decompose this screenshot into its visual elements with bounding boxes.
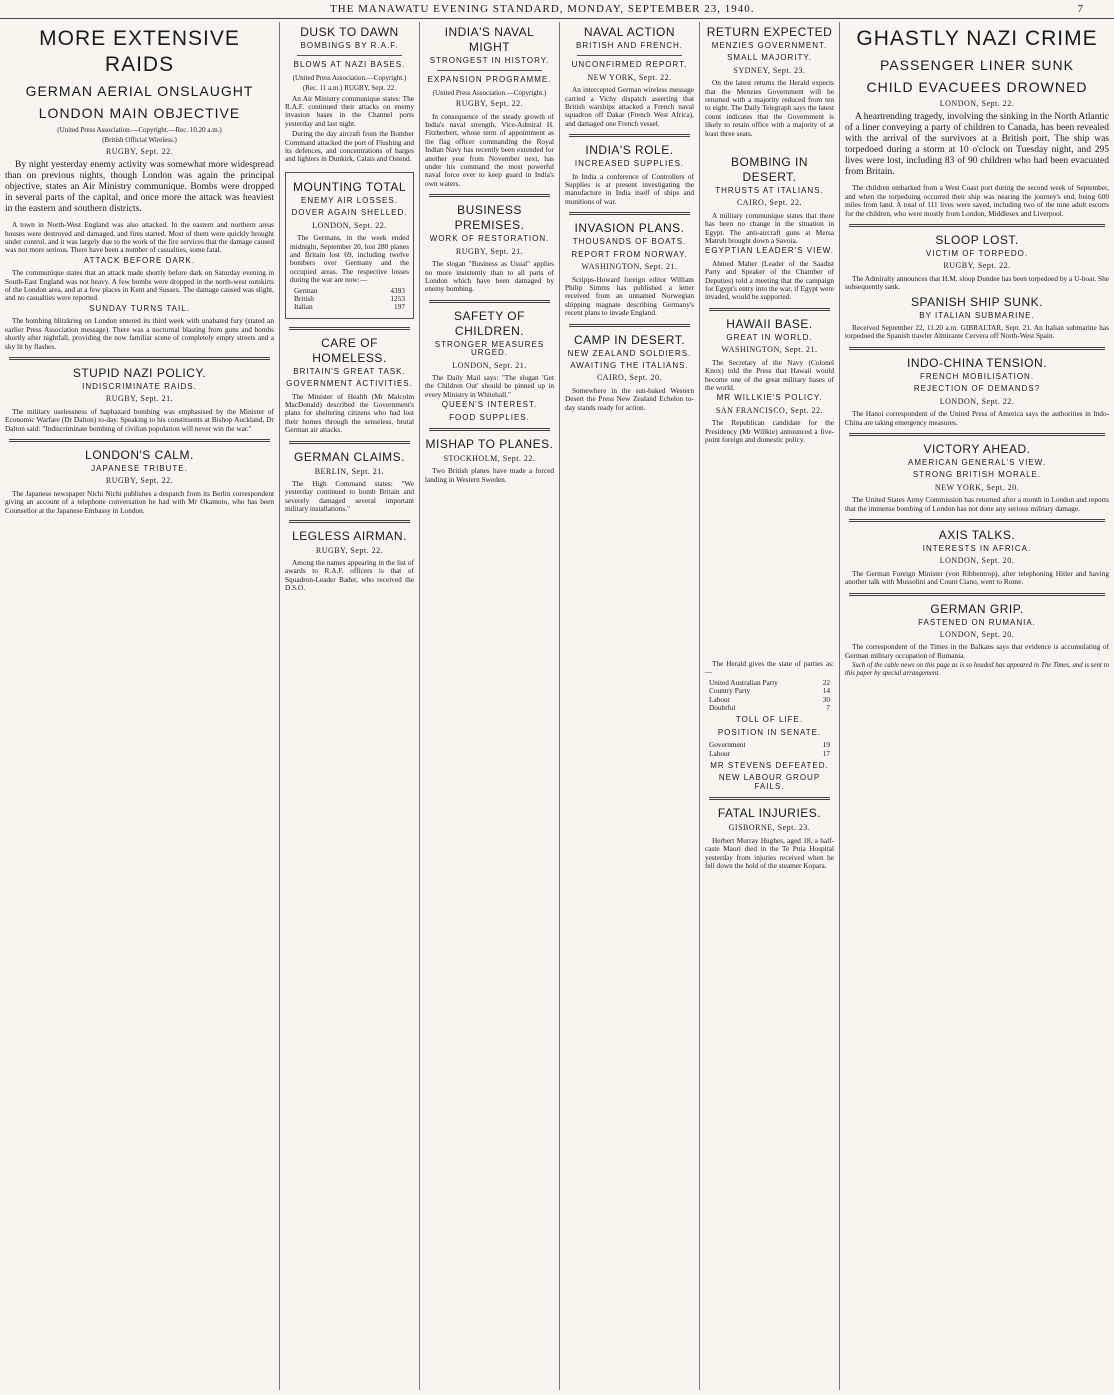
- dateline: NEW YORK, Sept. 20.: [934, 482, 1020, 492]
- cell-label: Labour: [709, 748, 731, 758]
- article-paragraph: The Japanese newspaper Nichi Nichi publishes a despatch from its Berlin correspondent giving an account of a telephone conversation he had with Mr Okamoto, who has been Counsellor at the Japanese Embassy in London.: [5, 488, 274, 515]
- headline-bombing-desert: BOMBING IN DESERT.: [730, 155, 808, 184]
- divider: [289, 327, 410, 330]
- subhead: REJECTION OF DEMANDS?: [913, 384, 1041, 394]
- dateline: BERLIN, Sept. 21.: [314, 466, 385, 476]
- column-6-continued: [700, 660, 840, 1380]
- subhead: BRITAIN'S GREAT TASK.: [293, 366, 406, 376]
- headline-mishap-to-planes: MISHAP TO PLANES.: [425, 436, 554, 451]
- dateline: RUGBY, Sept. 22.: [455, 99, 524, 109]
- cell-value: 7: [826, 703, 830, 713]
- article-paragraph: The bombing blitzkrieg on London entered its third week with unabated fury (stated an earlier Press Association message). There was a nocturnal blasting from guns and bombs shortly after nightfall, providing the now familiar scene of completely empty streets and a sky lit by flashes.: [5, 316, 274, 351]
- divider: [9, 439, 270, 442]
- subhead: STRONG BRITISH MORALE.: [912, 470, 1042, 480]
- crosshead: ATTACK BEFORE DARK.: [83, 255, 196, 265]
- cell-value: 17: [822, 748, 830, 758]
- cell-value: 19: [822, 740, 830, 750]
- headline-raids: MORE EXTENSIVE RAIDS: [39, 27, 240, 76]
- subhead: THRUSTS AT ITALIANS.: [715, 186, 824, 195]
- divider: [849, 593, 1105, 596]
- dateline: LONDON, Sept. 21.: [452, 360, 527, 370]
- cell-label: Doubtful: [709, 703, 736, 713]
- subhead: INCREASED SUPPLIES.: [574, 159, 685, 169]
- crosshead: MR STEVENS DEFEATED.: [710, 761, 829, 771]
- headline-safety-of-children: SAFETY OF CHILDREN.: [454, 308, 525, 338]
- divider: [569, 212, 690, 215]
- source-line-2: (British Official Wireless.): [102, 136, 177, 145]
- table-row: [705, 704, 834, 712]
- source-line: (United Press Association.—Copyright.): [292, 73, 407, 82]
- article-paragraph: During the day aircraft from the Bomber Command attacked the port of Flushing and its defences, and concentrations of barges and lighters in Dunkirk, Calais and Ostend.: [285, 129, 414, 164]
- headline-business-premises: BUSINESS PREMISES.: [454, 203, 525, 233]
- subhead: DOVER AGAIN SHELLED.: [291, 208, 408, 218]
- headline-german-claims: GERMAN CLAIMS.: [293, 449, 405, 464]
- subhead: MENZIES GOVERNMENT.: [711, 41, 828, 50]
- headline-camp-in-desert: CAMP IN DESERT.: [573, 332, 686, 347]
- dateline: RUGBY, Sept. 22.: [315, 545, 384, 555]
- headline-legless-airman: LEGLESS AIRMAN.: [292, 528, 407, 543]
- lead-paragraph: A heartrending tragedy, involving the sinking in the North Atlantic of a liner conveying a party of children to Canada, has been revealed with the arrival of the survivors at a British port. The ship was torpedoed during a storm at 10 o'clock on Tuesday night, and 295 lives were lost, including 83 of 90 children who had been evacuated from Britain.: [845, 112, 1109, 178]
- column-3: [420, 22, 560, 1390]
- column-6: [700, 22, 840, 147]
- headline-hawaii-base: HAWAII BASE.: [726, 316, 813, 331]
- dateline: NEW YORK, Sept. 22.: [587, 72, 672, 82]
- article-paragraph: The High Command states: "We yesterday continued to bomb Britain and severely damaged several important military installations.": [285, 479, 414, 514]
- divider: [429, 194, 550, 197]
- dateline: LONDON, Sept. 20.: [939, 556, 1015, 566]
- cell-value: 4393: [390, 285, 405, 295]
- headline-london-calm: LONDON'S CALM.: [85, 447, 194, 462]
- divider: [709, 308, 830, 311]
- subhead-evacuees-drowned: CHILD EVACUEES DROWNED: [866, 79, 1088, 95]
- subhead: GREAT IN WORLD.: [726, 332, 813, 342]
- divider: [289, 520, 410, 523]
- divider: [289, 441, 410, 444]
- subhead: SMALL MAJORITY.: [727, 53, 812, 63]
- dateline: LONDON, Sept. 22.: [312, 220, 387, 230]
- dateline: CAIRO, Sept. 22.: [736, 198, 803, 208]
- article-paragraph: The Secretary of the Navy (Colonel Knox) told the Press that Hawaii would become one of the great military bases of the world.: [705, 357, 834, 392]
- article-paragraph: The Hanoi correspondent of the United Press of America says the authorities in Indo-China are taking emergency measures.: [845, 409, 1109, 427]
- article-paragraph: In consequence of the steady growth of India's naval strength, Vice-Admiral H. Fitzherbert, whose term of appointment as the flag officer commanding the Royal Indian Navy has recently been extended for another year from November next, has under his command the most powerful naval force ever to keep guard in India's own waters.: [425, 111, 554, 188]
- cell-value: 30: [822, 694, 830, 704]
- headline-spanish-ship: SPANISH SHIP SUNK.: [911, 294, 1043, 309]
- parties-table: [705, 679, 834, 713]
- subhead: BOMBINGS BY R.A.F.: [300, 41, 399, 50]
- dateline: GISBORNE, Sept. 23.: [728, 823, 811, 833]
- cell-value: 1253: [390, 293, 405, 303]
- subhead: STRONGEST IN HISTORY.: [429, 56, 550, 65]
- cell-label: Government: [709, 740, 746, 750]
- article-paragraph: The Daily Mail says: "The slogan 'Get the Children Out' should be pinned up in every Ministry in Whitehall.": [425, 372, 554, 399]
- subhead: AWAITING THE ITALIANS.: [570, 360, 689, 370]
- article-paragraph: In India a conference of Controllers of Supplies is at present investigating the manufacture in India itself of ships and munitions of war.: [565, 171, 694, 206]
- headline-india-naval: INDIA'S NAVAL MIGHT: [444, 25, 535, 54]
- article-paragraph: Somewhere in the sun-baked Western Desert the Press New Zealand Echelon to-day stands ready for action.: [565, 385, 694, 412]
- subhead-liner-sunk: PASSENGER LINER SUNK: [879, 57, 1074, 73]
- article-paragraph: The Herald gives the state of parties as:—: [705, 660, 834, 677]
- divider: [9, 357, 270, 360]
- dateline: RUGBY, Sept. 22.: [105, 476, 174, 486]
- subhead: FRENCH MOBILISATION.: [919, 371, 1035, 381]
- article-paragraph: A town in North-West England was also attacked. In the eastern and northern areas houses were destroyed and damaged, and fires started. Most of them were quickly brought under control, and it was largely due to the work of the fire services that the damage caused was not more serious. There have been a number of casualties, some fatal.: [5, 220, 274, 255]
- article-paragraph: Two British planes have made a forced landing in Western Sweden.: [425, 466, 554, 484]
- column-7: [840, 22, 1114, 1390]
- subhead: REPORT FROM NORWAY.: [571, 249, 688, 259]
- article-paragraph: The Minister of Health (Mr Malcolm MacDonald) described the Government's plans for sheltering citizens who had lost their homes through the senseless, brutal German air attacks.: [285, 391, 414, 435]
- cell-label: German: [294, 285, 318, 295]
- divider: [849, 433, 1105, 436]
- headline-india-role: INDIA'S ROLE.: [585, 143, 674, 158]
- dateline: WASHINGTON, Sept. 21.: [581, 262, 678, 272]
- divider: [569, 134, 690, 137]
- source-line: (Rec. 11 a.m.) RUGBY, Sept. 22.: [302, 84, 397, 93]
- crosshead: QUEEN'S INTEREST.: [441, 400, 538, 410]
- dateline: RUGBY, Sept. 22.: [105, 146, 174, 156]
- table-row: [290, 303, 409, 311]
- crosshead: TOLL OF LIFE.: [735, 715, 804, 725]
- column-4: [560, 22, 700, 1390]
- subhead: BRITISH AND FRENCH.: [575, 41, 683, 50]
- column-1: [0, 22, 280, 1390]
- article-paragraph: Scripps-Howard foreign editor William Philip Simms has published a letter received from an unnamed Norwegian shipping magnate describing Germany's recent plans to invade England.: [565, 274, 694, 318]
- divider: [849, 224, 1105, 227]
- article-paragraph: Among the names appearing in the list of awards to R.A.F. officers is that of Squadron-Leader Bader, who received the D.S.O.: [285, 558, 414, 593]
- crosshead: SUNDAY TURNS TAIL.: [89, 303, 190, 313]
- headline-german-grip: GERMAN GRIP.: [930, 601, 1024, 616]
- cell-value: 197: [394, 302, 405, 312]
- rule: [297, 55, 402, 56]
- cell-value: 14: [822, 686, 830, 696]
- article-paragraph: The United States Army Commission has returned after a month in London and reports that the immense bombing of London has not done any serious military damage.: [845, 495, 1109, 513]
- article-paragraph: A military communique states that there has been no change in the situation in Egypt. The anti-aircraft guns at Mersa Matruh brought down a Savoia.: [705, 210, 834, 246]
- subhead: ENEMY AIR LOSSES.: [301, 195, 398, 205]
- subhead: GOVERNMENT ACTIVITIES.: [286, 379, 413, 389]
- table-row: [705, 750, 834, 758]
- article-paragraph: An intercepted German wireless message carried a Vichy dispatch asserting that British warships attacked a French naval squadron off Dakar (French West Africa), and damaged one French vessel.: [565, 85, 694, 128]
- divider: [849, 519, 1105, 522]
- rule: [577, 55, 682, 56]
- source-line: (United Press Association.—Copyright.—Rec. 10.20 a.m.): [57, 126, 222, 134]
- headline-naval-action: NAVAL ACTION: [583, 25, 676, 39]
- subhead: BLOWS AT NAZI BASES.: [293, 60, 406, 70]
- headline-stupid-policy: STUPID NAZI POLICY.: [72, 365, 207, 380]
- article-paragraph: The military uselessness of haphazard bombing was emphasised by the Minister of Economic Warfare (Dr Dalton) to-day. Speaking to his constituents at Bishop Auckland, Dr Dalton said: "Indiscriminate bombing of civilian population will never win the war.": [5, 406, 274, 433]
- dateline: STOCKHOLM, Sept. 22.: [443, 453, 536, 463]
- divider: [569, 324, 690, 327]
- headline-indo-china: INDO-CHINA TENSION.: [907, 355, 1047, 370]
- dateline: SYDNEY, Sept. 23.: [733, 65, 806, 75]
- subhead: INTERESTS IN AFRICA.: [922, 543, 1032, 553]
- headline-sloop-lost: SLOOP LOST.: [935, 233, 1019, 248]
- headline-nazi-crime: GHASTLY NAZI CRIME: [856, 27, 1098, 50]
- subhead-london: LONDON MAIN OBJECTIVE: [38, 105, 241, 121]
- cell-label: Labour: [709, 694, 731, 704]
- article-paragraph: The Republican candidate for the Presidency (Mr Willkie) announced a five-point foreign and domestic policy.: [705, 418, 834, 444]
- article-paragraph: An Air Ministry communique states: The R.A.F. continued their attacks on enemy invasion bases in the Channel ports yesterday and last night.: [285, 93, 414, 128]
- losses-table: [290, 287, 409, 312]
- headline-care-of-homeless: CARE OF HOMELESS.: [312, 335, 387, 365]
- headline-victory-ahead: VICTORY AHEAD.: [923, 441, 1031, 456]
- headline-return-expected: RETURN EXPECTED: [706, 25, 833, 39]
- subhead: THOUSANDS OF BOATS.: [572, 237, 687, 247]
- page-number: 7: [1077, 3, 1084, 15]
- headline-axis-talks: AXIS TALKS.: [938, 527, 1016, 542]
- article-paragraph: The correspondent of the Times in the Balkans says that evidence is accumulating of German military occupation of Rumania.: [845, 642, 1109, 660]
- dateline: CAIRO, Sept. 20.: [596, 373, 663, 383]
- crosshead: MR WILLKIE'S POLICY.: [716, 393, 823, 403]
- dateline: WASHINGTON, Sept. 21.: [721, 345, 818, 355]
- divider: [429, 428, 550, 431]
- headline-mounting-total: MOUNTING TOTAL: [292, 179, 406, 194]
- subhead: VICTIM OF TORPEDO.: [925, 249, 1029, 259]
- dateline: LONDON, Sept. 22.: [939, 99, 1015, 108]
- dateline: LONDON, Sept. 22.: [939, 396, 1015, 406]
- cell-label: Italian: [294, 302, 313, 312]
- source-line: (United Press Association.—Copyright.): [432, 88, 547, 97]
- column-2: [280, 22, 420, 1390]
- dateline: RUGBY, Sept. 22.: [943, 261, 1011, 271]
- article-paragraph: The German Foreign Minister (von Ribbentrop), after telephoning Hitler and having another talk with Mussolini and Count Ciano, went to Rome.: [845, 568, 1109, 587]
- crosshead: POSITION IN SENATE.: [717, 727, 822, 737]
- cell-label: Country Party: [709, 686, 751, 696]
- headline-invasion-plans: INVASION PLANS.: [574, 221, 685, 236]
- subhead: WORK OF RESTORATION.: [429, 234, 550, 244]
- divider: [709, 797, 830, 800]
- dateline: RUGBY, Sept. 21.: [455, 246, 524, 256]
- rule: [437, 70, 542, 71]
- cell-value: 22: [822, 677, 830, 687]
- subhead: NEW ZEALAND SOLDIERS.: [567, 348, 692, 358]
- article-paragraph: Received September 22, 11.20 a.m. GIBRALTAR, Sept. 21. An Italian submarine has torpedoed the Spanish trawler Almirante Cervera off North-West Spain.: [845, 323, 1109, 341]
- subhead: FASTENED ON RUMANIA.: [918, 617, 1036, 627]
- crosshead: NEW LABOUR GROUP FAILS.: [718, 773, 821, 791]
- divider: [429, 300, 550, 303]
- masthead: [0, 0, 1114, 19]
- article-paragraph: Ahmed Maher (Leader of the Saadist Party and Speaker of the Chamber of Deputies) told a meeting that the campaign for Egypt's entry into the war, if Egypt were invaded, would be supported.: [705, 258, 834, 302]
- cell-label: United Australian Party: [709, 677, 778, 687]
- headline-dusk-to-dawn: DUSK TO DAWN: [300, 25, 399, 39]
- subhead: STRONGER MEASURES URGED.: [434, 339, 545, 358]
- subhead: EXPANSION PROGRAMME.: [427, 75, 552, 85]
- mounting-total-box: [285, 172, 414, 319]
- subhead-onslaught: GERMAN AERIAL ONSLAUGHT: [25, 83, 254, 99]
- subhead: UNCONFIRMED REPORT.: [571, 60, 688, 70]
- divider: [849, 347, 1105, 350]
- senate-table: [705, 741, 834, 758]
- subhead: AMERICAN GENERAL'S VIEW.: [908, 457, 1046, 467]
- article-paragraph: On the latest returns the Herald expects that the Menzies Government will be returned with a majority reduced from ten to eight. The Daily Telegraph says the latest count indicates that the Government is likely to retain office with a majority of at least three seats.: [705, 78, 834, 138]
- subhead: BY ITALIAN SUBMARINE.: [919, 310, 1035, 320]
- dateline: RUGBY, Sept. 21.: [105, 394, 174, 404]
- article-paragraph: The children embarked from a West Coast port during the second week of September, and when the torpedoing occurred their ship was nearing the journey's end, being 600 miles from land. A total of 111 lives were saved, including two of the nine adult escorts for the children, who were mostly from London, Middlesex and Liverpool.: [845, 183, 1109, 218]
- dateline: SAN FRANCISCO, Sept. 22.: [715, 405, 824, 415]
- syndication-note: Such of the cable news on this page as is so headed has appeared in The Times, and is sent to this paper by special arrangement.: [845, 662, 1109, 677]
- crosshead: EGYPTIAN LEADER'S VIEW.: [705, 246, 834, 256]
- subhead: INDISCRIMINATE RAIDS.: [82, 381, 197, 391]
- article-paragraph: The Germans, in the week ended midnight, September 20, lost 280 planes and Britain lost 69, including twelve bombers over Germany and the occupied areas. The respective losses during the war are now:—: [290, 233, 409, 285]
- subhead: JAPANESE TRIBUTE.: [91, 463, 188, 473]
- article-paragraph: The slogan "Business as Usual" applies no more insistently than to all parts of London which have been damaged by enemy bombing.: [425, 259, 554, 294]
- article-paragraph: The communique states that an attack made shortly before dark on Saturday evening in South-East England was not heavy. A few bombs were dropped in the north-west outskirts of the London area, and at a few places in Kent and Sussex. The damage caused was slight, and no casualties were reported.: [5, 268, 274, 303]
- cell-label: British: [294, 293, 314, 303]
- dateline: LONDON, Sept. 20.: [939, 629, 1015, 639]
- masthead-title: THE MANAWATU EVENING STANDARD, MONDAY, SEPTEMBER 23, 1940.: [330, 3, 755, 15]
- lead-paragraph: By night yesterday enemy activity was somewhat more widespread than on previous nights, though London was again the principal objective, states an Air Ministry communique. Bombs were dropped in several parts of the capital, and once more the attack was heaviest in the eastern and southern districts.: [5, 160, 274, 215]
- article-paragraph: Herbert Murray Hughes, aged 18, a half-caste Maori died in the Te Puia Hospital yesterday from injuries received when he fell down the hold of the steamer Kopara.: [705, 835, 834, 870]
- headline-fatal-injuries: FATAL INJURIES.: [717, 806, 822, 821]
- article-paragraph: The Admiralty announces that H.M. sloop Dundee has been torpedoed by a U-boat. She subsequently sank.: [845, 273, 1109, 292]
- crosshead: FOOD SUPPLIES.: [449, 412, 530, 422]
